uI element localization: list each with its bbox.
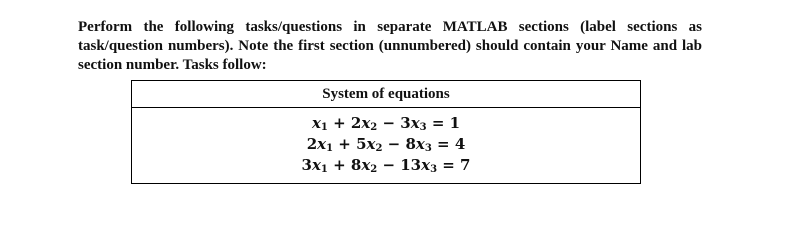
equation-coefficient: 3 <box>400 114 411 132</box>
equation-row <box>132 113 640 134</box>
equation-variable: x <box>421 156 431 174</box>
equation-subscript: 2 <box>375 143 383 154</box>
equation-variable: x <box>361 156 371 174</box>
equation-operator: + <box>333 135 357 153</box>
equation-rhs: = 1 <box>426 114 461 132</box>
table-body <box>132 108 640 183</box>
equation-rhs: = 4 <box>431 135 466 153</box>
equation-coefficient: 3 <box>301 156 312 174</box>
equation-variable: x <box>311 156 321 174</box>
equation-variable: x <box>311 114 321 132</box>
equation-operator: − <box>377 156 401 174</box>
equation-subscript: 1 <box>326 143 334 154</box>
equation-coefficient: 13 <box>400 156 422 174</box>
equation-subscript: 3 <box>419 122 427 133</box>
equation-variable: x <box>366 135 376 153</box>
equation-coefficient: 5 <box>356 135 367 153</box>
equation-variable: x <box>361 114 371 132</box>
equations-table <box>131 80 641 184</box>
equation-subscript: 2 <box>370 164 378 175</box>
table-header: System of equations <box>132 81 640 108</box>
equation-subscript: 3 <box>424 143 432 154</box>
equation-subscript: 1 <box>320 122 328 133</box>
equation-subscript: 3 <box>430 164 438 175</box>
equation-coefficient: 2 <box>306 135 318 153</box>
instructions-paragraph: Perform the following tasks/questions in separate MATLAB sections (label sections as task/question numbers). Note the first section (unnumbered) should contain your Name and lab section number. Tasks follow: <box>78 19 702 73</box>
equation-variable: x <box>317 135 327 153</box>
equation-subscript: 1 <box>320 164 328 175</box>
equation-operator: + <box>327 114 351 132</box>
equation-variable: x <box>410 114 420 132</box>
equation-operator: − <box>377 114 401 132</box>
equation-coefficient: 8 <box>405 135 416 153</box>
equation-subscript: 2 <box>370 122 378 133</box>
equation-row <box>132 134 640 155</box>
equation-variable: x <box>415 135 425 153</box>
equation-rhs: = 7 <box>437 156 471 174</box>
equation-coefficient: 2 <box>350 114 362 132</box>
equation-coefficient: 8 <box>350 156 362 174</box>
equation-operator: − <box>382 135 406 153</box>
equation-operator: + <box>327 156 351 174</box>
equation-row <box>132 155 640 176</box>
